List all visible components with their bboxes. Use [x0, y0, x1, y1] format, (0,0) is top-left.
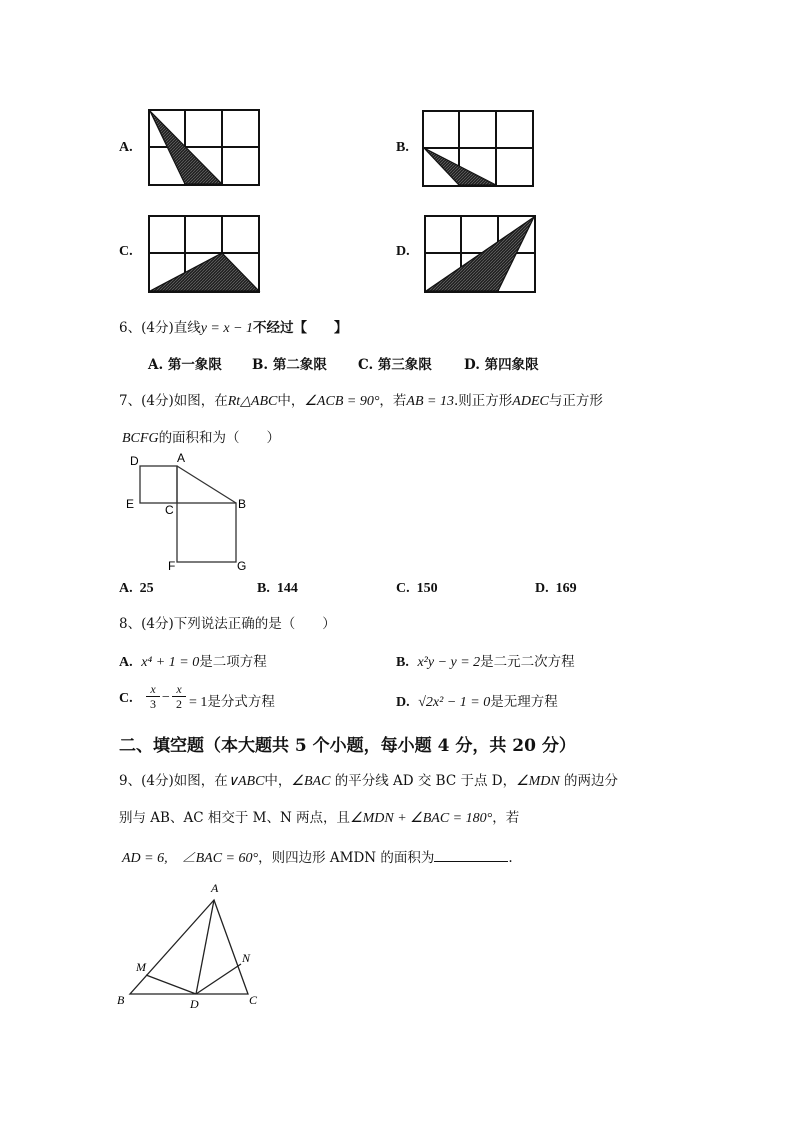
- q8-option-b: B. x²y − y = 2是二元二次方程: [396, 654, 575, 670]
- q7-stem-line1: 7、(4分)如图，在Rt△ABC中，∠ACB = 90°，若AB = 13.则正方形ADEC与正方形: [119, 393, 603, 409]
- q7-option-a: A. 25: [119, 581, 154, 596]
- q8-c-fraction-1: x 3: [146, 682, 160, 711]
- q9-stem-line1: 9、(4分)如图，在∨ABC中，∠BAC 的平分线 AD 交 BC 于点 D，∠MDN 的两边分: [119, 773, 619, 789]
- q5-option-a-figure: [148, 109, 260, 186]
- q6-option-c: C. 第三象限: [358, 357, 432, 373]
- q5-option-d-letter: D.: [396, 244, 410, 259]
- q5-option-b-letter: B.: [396, 140, 409, 155]
- q8-c-fraction-2: x 2: [172, 682, 186, 711]
- q8-stem: 8、(4分)下列说法正确的是（ ）: [119, 616, 336, 632]
- q7-stem-line2: BCFG的面积和为（ ）: [122, 430, 281, 446]
- q5-option-a-letter: A.: [119, 140, 133, 155]
- section-2-title: 二、填空题（本大题共 5 个小题，每小题 4 分，共 20 分）: [119, 736, 576, 756]
- q7-label-c: C: [165, 503, 174, 517]
- q7-figure: [126, 452, 256, 574]
- q8-option-c: C.: [119, 691, 133, 706]
- q7-option-c: C. 150: [396, 581, 438, 596]
- q7-label-g: G: [237, 559, 247, 573]
- q8-c-minus: −: [161, 690, 171, 705]
- q7-option-d: D. 169: [535, 581, 577, 596]
- q5-option-d-figure: [424, 215, 536, 293]
- q9-label-d: D: [190, 997, 199, 1011]
- q5-option-c-figure: [148, 215, 260, 293]
- q8-option-d: D. √2x² − 1 = 0是无理方程: [396, 694, 558, 710]
- q7-label-d: D: [130, 454, 139, 468]
- q7-option-b: B. 144: [257, 581, 298, 596]
- q6-option-b: B. 第二象限: [252, 357, 327, 373]
- q9-label-c: C: [249, 993, 258, 1007]
- q9-label-n: N: [242, 951, 251, 965]
- q9-label-b: B: [117, 993, 125, 1007]
- q6-stem: 6、(4分)直线y = x − 1不经过【 】: [119, 320, 348, 336]
- q8-c-rest: = 1是分式方程: [189, 694, 275, 710]
- q5-option-b-figure: [422, 110, 534, 187]
- q6-option-d: D. 第四象限: [464, 357, 539, 373]
- q7-label-e: E: [126, 497, 135, 511]
- q7-label-b: B: [238, 497, 247, 511]
- q9-stem-line2: 别与 AB、AC 相交于 M、N 两点，且∠MDN + ∠BAC = 180°，若: [119, 810, 520, 826]
- q9-answer-blank[interactable]: [434, 849, 508, 862]
- q5-c-shaded-triangle: [150, 253, 259, 291]
- q5-option-c-letter: C.: [119, 244, 133, 259]
- q9-label-a: A: [211, 881, 219, 895]
- q9-label-m: M: [136, 960, 146, 974]
- q6-option-a: A. 第一象限: [148, 357, 222, 373]
- q9-figure: [116, 880, 266, 1010]
- q9-stem-line3: AD = 6, ∠BAC = 60°，则四边形 AMDN 的面积为 .: [122, 850, 513, 866]
- q7-label-f: F: [168, 559, 176, 573]
- q8-option-a: A. x⁴ + 1 = 0是二项方程: [119, 654, 267, 670]
- q7-label-a: A: [177, 451, 186, 465]
